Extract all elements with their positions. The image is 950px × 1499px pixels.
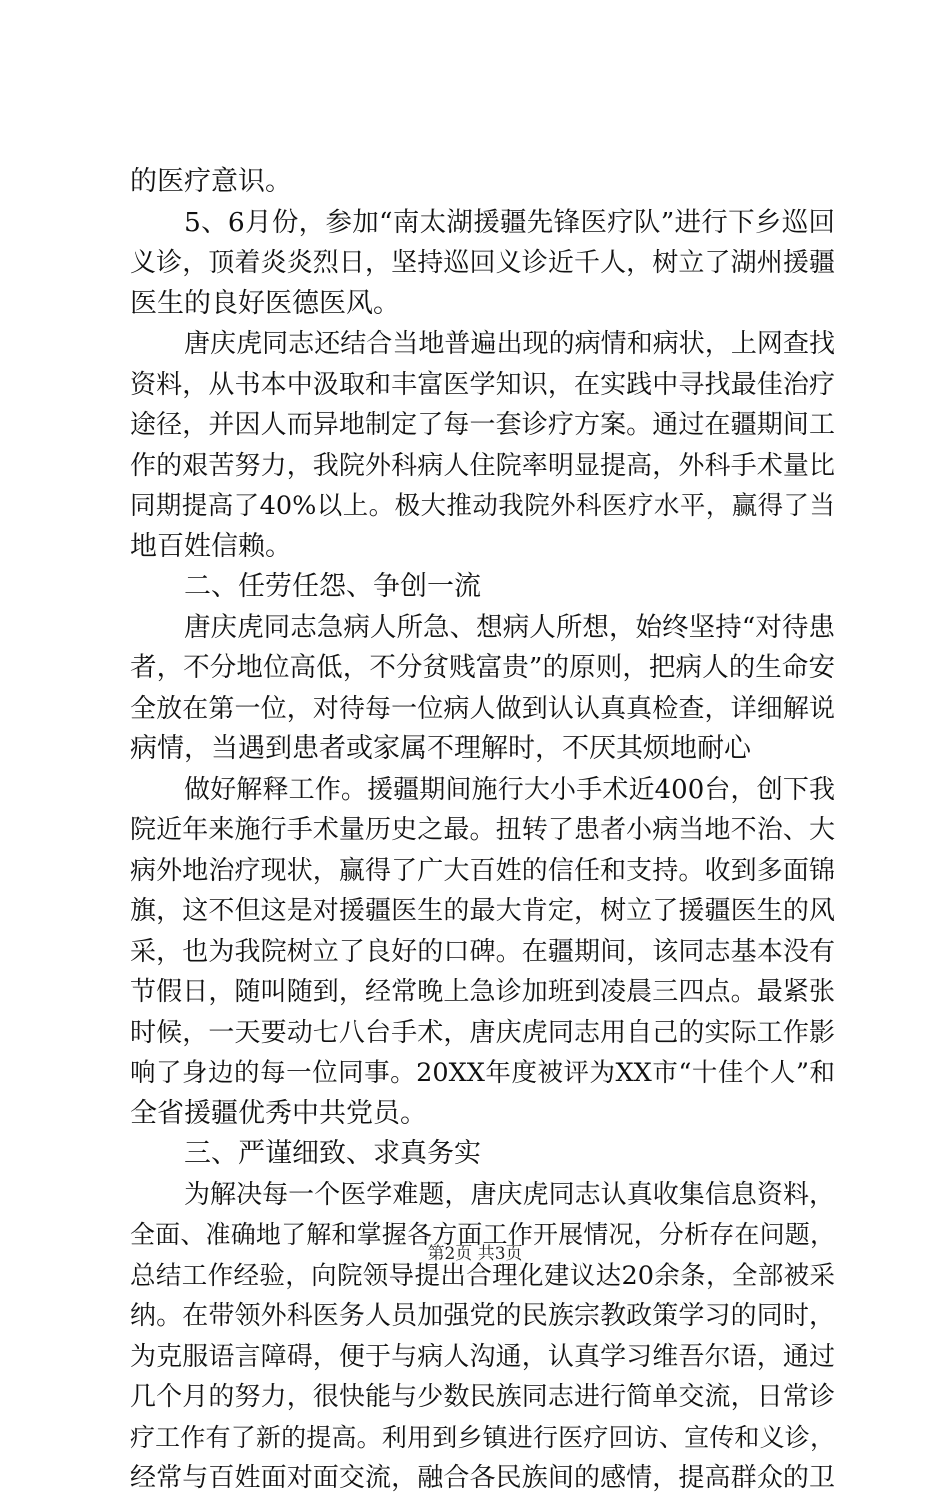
text-line: 途径，并因人而异地制定了每一套诊疗方案。通过在疆期间工 [130,410,835,440]
text-line: 做好解释工作。援疆期间施行大小手术近400台，创下我 [184,774,835,805]
text-line: 医生的良好医德医风。 [130,287,400,319]
text-line: 同期提高了40%以上。极大推动我院外科医疗水平，赢得了当 [130,491,835,521]
text-line: 三、严谨细致、求真务实 [184,1138,481,1169]
text-line: 为解决每一个医学难题，唐庆虎同志认真收集信息资料， [184,1179,835,1210]
text-line: 节假日，随叫随到，经常晚上急诊加班到凌晨三四点。最紧张 [130,977,835,1007]
text-line: 全放在第一位，对待每一位病人做到认认真真检查，详细解说 [130,693,835,724]
text-line: 者，不分地位高低，不分贫贱富贵”的原则，把病人的生命安 [130,652,835,683]
text-line: 5、6月份，参加“南太湖援疆先锋医疗队”进行下乡巡回 [184,206,835,238]
text-line: 病情，当遇到患者或家属不理解时，不厌其烦地耐心 [130,733,751,764]
text-line: 采，也为我院树立了良好的口碑。在疆期间，该同志基本没有 [130,936,835,967]
text-line: 全省援疆优秀中共党员。 [130,1097,427,1129]
text-line: 院近年来施行手术量历史之最。扭转了患者小病当地不治、大 [130,815,835,845]
text-line: 纳。在带领外科医务人员加强党的民族宗教政策学习的同时， [130,1301,835,1331]
text-line: 病外地治疗现状，赢得了广大百姓的信任和支持。收到多面锦 [130,855,835,886]
text-line: 唐庆虎同志急病人所急、想病人所想，始终坚持“对待患 [184,611,835,643]
text-line: 疗工作有了新的提高。利用到乡镇进行医疗回访、宣传和义诊， [130,1422,835,1452]
text-line: 的医疗意识。 [130,166,292,197]
text-line: 时候，一天要动七八台手术，唐庆虎同志用自己的实际工作影 [130,1017,835,1048]
text-line: 唐庆虎同志还结合当地普遍出现的病情和病状，上网查找 [184,329,835,359]
text-line: 旗，这不但这是对援疆医生的最大肯定，树立了援疆医生的风 [130,896,835,926]
text-line: 资料，从书本中汲取和丰富医学知识，在实践中寻找最佳治疗 [130,369,835,400]
text-line: 义诊，顶着炎炎烈日，坚持巡回义诊近千人，树立了湖州援疆 [130,248,835,278]
text-line: 经常与百姓面对面交流，融合各民族间的感情，提高群众的卫 [130,1463,835,1493]
text-line: 为克服语言障碍，便于与病人沟通，认真学习维吾尔语，通过 [130,1341,835,1372]
text-line: 二、任劳任怨、争创一流 [184,571,481,602]
text-line: 全面、准确地了解和掌握各方面工作开展情况，分析存在问题， [130,1220,835,1249]
text-line: 作的艰苦努力，我院外科病人住院率明显提高，外科手术量比 [130,450,835,481]
page-footer: 第2页 共3页 [427,1244,523,1264]
text-line: 几个月的努力，很快能与少数民族同志进行简单交流，日常诊 [130,1382,835,1412]
text-line: 总结工作经验，向院领导提出合理化建议达20余条，全部被采 [130,1260,835,1291]
text-line: 地百姓信赖。 [130,530,292,562]
text-line: 响了身边的每一位同事。20XX年度被评为XX市“十佳个人”和 [130,1058,835,1088]
document-body [130,162,835,1499]
